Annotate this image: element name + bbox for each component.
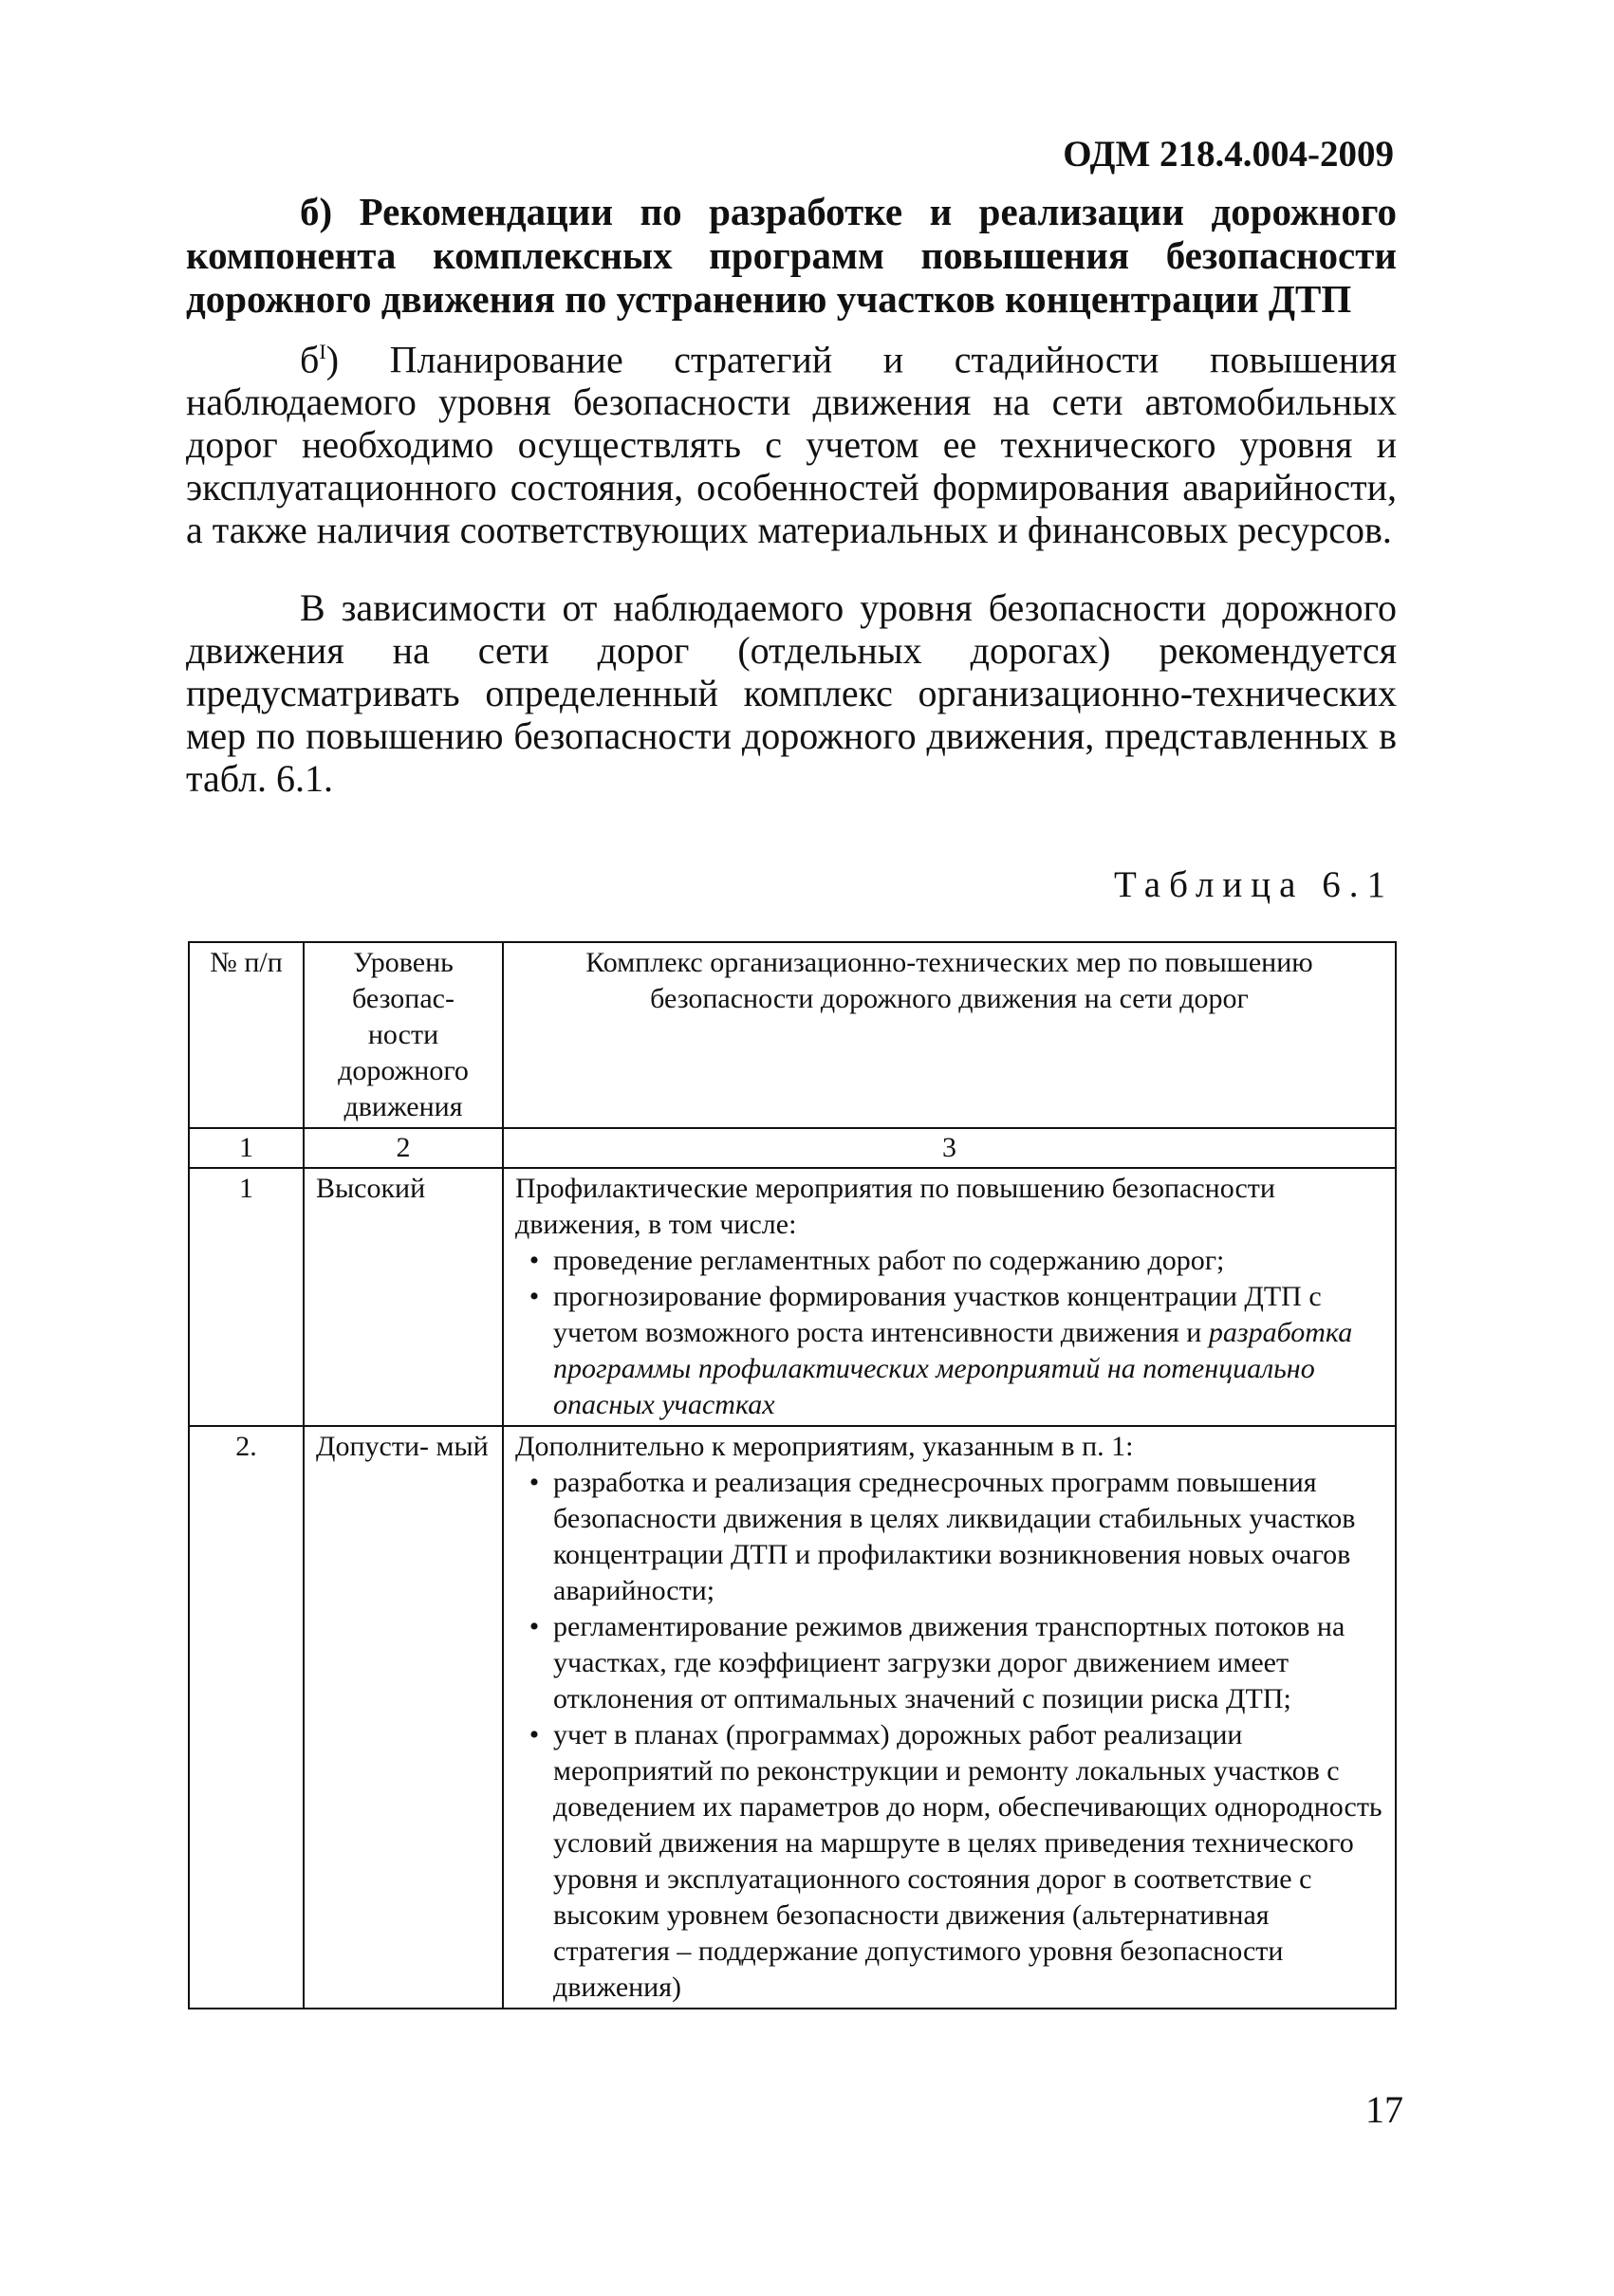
row-measures (503, 1426, 1396, 2009)
paragraph-dependence: В зависимости от наблюдаемого уровня безопасности дорожного движения на сети дорог (отдельных дорогах) рекомендуется предусматривать определенный комплекс организационно-технических мер по повышению безопасности дорожного движения, представленных в табл. 6.1. (186, 586, 1397, 800)
list-item-text-italic: разработка программы профилактических мероприятий на потенциально опасных участках (553, 1317, 1353, 1420)
list-item-text (553, 1279, 1383, 1423)
table-header-row (189, 942, 1396, 1128)
header-measures: Комплекс организационно-технических мер по повышению безопасности дорожного движения на сети дорог (503, 942, 1396, 1128)
heading-line-3: дорожного движения по устранению участков концентрации ДТП (186, 277, 1352, 321)
document-code: ОДМ 218.4.004-2009 (1063, 134, 1394, 175)
bullet-icon: • (529, 1719, 540, 1750)
list-item-text: разработка и реализация среднесрочных программ повышения безопасности движения в целях ликвидации стабильных участков концентрации ДТП и профилактики возникновения новых очагов аварийности; (553, 1467, 1356, 1606)
bullet-icon: • (529, 1611, 540, 1642)
list-item (515, 1465, 1383, 1609)
paragraph-text: ) Планирование стратегий и стадийности повышения наблюдаемого уровня безопасности движения на сети автомобильных дорог необходимо осуществлять с учетом ее технического уровня и эксплуатационного состояния, особенностей формирования аварийности, а также наличия соответствующих материальных и финансовых ресурсов. (186, 338, 1397, 552)
header-level: Уровень безопас- ности дорожного движения (304, 942, 503, 1128)
column-number-1: 1 (189, 1128, 304, 1168)
header-number: № п/п (189, 942, 304, 1128)
row-level: Высокий (304, 1168, 503, 1426)
measures-intro: Профилактические мероприятия по повышению безопасности движения, в том числе: (515, 1173, 1275, 1240)
measures-table (188, 941, 1397, 2009)
page-number: 17 (1365, 2088, 1403, 2131)
list-item-text: проведение регламентных работ по содержанию дорог; (553, 1245, 1225, 1276)
paragraph-superscript: I (319, 340, 326, 363)
list-item-text-regular: прогнозирование формирования участков концентрации ДТП с учетом возможного роста интенсивности движения и (553, 1281, 1322, 1348)
list-item (515, 1279, 1383, 1423)
list-item (515, 1609, 1383, 1717)
table-column-numbers (189, 1128, 1396, 1168)
heading-line-1: б) Рекомендации по разработке и реализации дорожного (300, 190, 1397, 233)
row-level: Допусти- мый (304, 1426, 503, 2009)
heading-line-2: компонента комплексных программ повышения безопасности (186, 233, 1397, 277)
table-row (189, 1168, 1396, 1426)
row-number: 2. (189, 1426, 304, 2009)
table-row (189, 1426, 1396, 2009)
list-item (515, 1717, 1383, 2006)
bullet-icon: • (529, 1281, 540, 1312)
list-item-text: регламентирование режимов движения транспортных потоков на участках, где коэффициент загрузки дорог движением имеет отклонения от оптимальных значений с позиции риска ДТП; (553, 1611, 1345, 1714)
row-number: 1 (189, 1168, 304, 1426)
bullet-icon: • (529, 1245, 540, 1276)
section-heading (186, 190, 1397, 321)
list-item (515, 1243, 1383, 1279)
table-title: Таблица 6.1 (1113, 864, 1394, 905)
bullet-icon: • (529, 1467, 540, 1498)
measures-intro: Дополнительно к мероприятиям, указанным в п. 1: (515, 1431, 1134, 1462)
paragraph-planning (186, 330, 1397, 551)
row-measures (503, 1168, 1396, 1426)
column-number-3: 3 (503, 1128, 1396, 1168)
paragraph-prefix: б (300, 338, 320, 381)
list-item-text: учет в планах (программах) дорожных работ реализации мероприятий по реконструкции и ремонту локальных участков с доведением их параметров до норм, обеспечивающих однородность условий движения на маршруте в целях приведения технического уровня и эксплуатационного состояния дорог в соответствие с высоким уровнем безопасности движения (альтернативная стратегия – поддержание допустимого уровня безопасности движения) (553, 1719, 1382, 2003)
column-number-2: 2 (304, 1128, 503, 1168)
